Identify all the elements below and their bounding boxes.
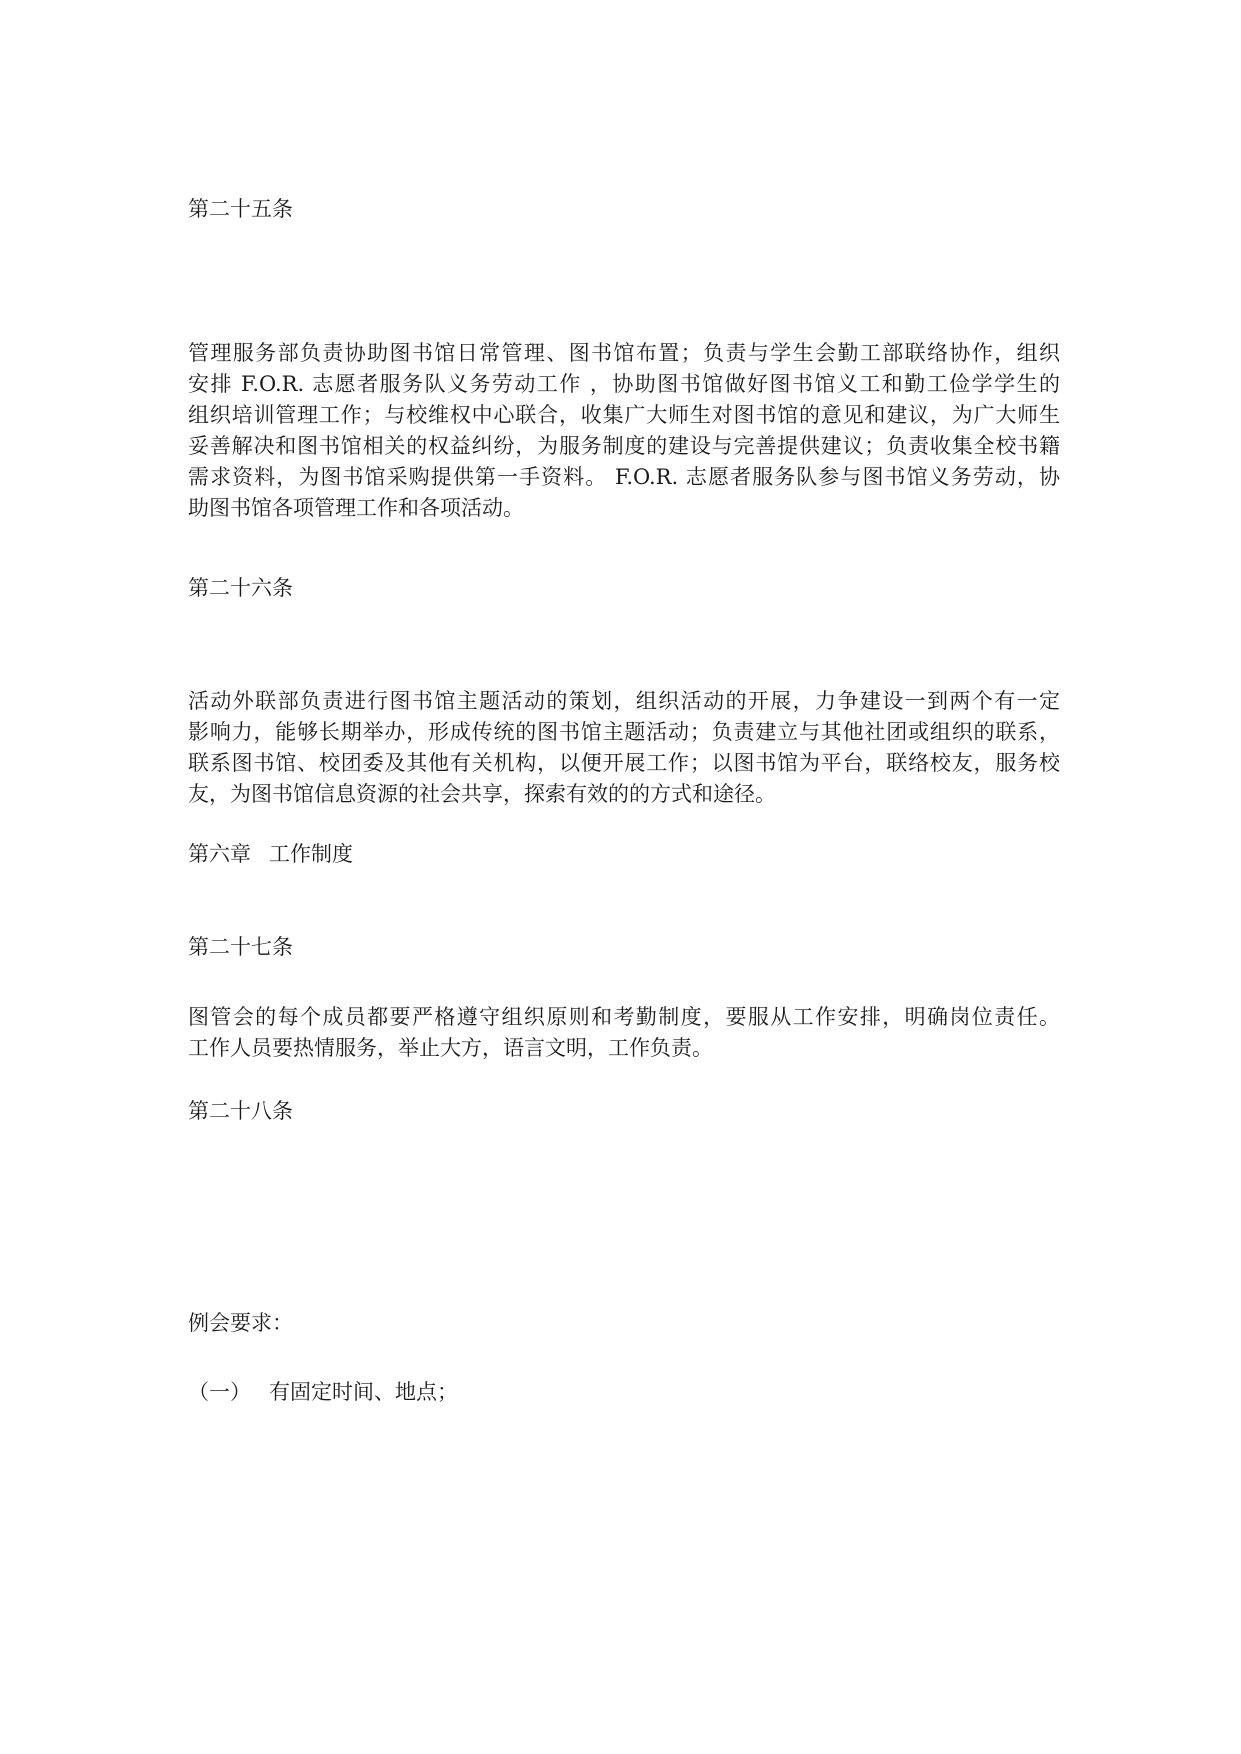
list-item-text: 有固定时间、地点； (269, 1380, 458, 1404)
chapter-6-heading (188, 839, 1060, 870)
article-25-line: 助图书馆各项管理工作和各项活动。 (188, 496, 524, 520)
article-25-heading: 第二十五条 (188, 197, 293, 221)
article-26-line: 影响力，能够长期举办，形成传统的图书馆主题活动；负责建立与其他社团或组织的联系， (188, 720, 1060, 744)
article-25-line: 管理服务部负责协助图书馆日常管理、图书馆布置；负责与学生会勤工部联络协作，组织 (188, 341, 1060, 365)
article-25-line: 安排 F.O.R. 志愿者服务队义务劳动工作 ，协助图书馆做好图书馆义工和勤工俭学学生的 (188, 372, 1060, 396)
list-item (188, 1377, 1060, 1408)
article-27-body (188, 1002, 1060, 1064)
article-25-line: 妥善解决和图书馆相关的权益纠纷，为服务制度的建设与完善提供建议；负责收集全校书籍 (188, 434, 1060, 458)
article-26-line: 联系图书馆、校团委及其他有关机构，以便开展工作；以图书馆为平台，联络校友，服务校 (188, 751, 1060, 775)
chapter-6-title: 工作制度 (269, 842, 353, 866)
article-27-line: 图管会的每个成员都要严格遵守组织原则和考勤制度，要服从工作安排，明确岗位责任。 (188, 1005, 1060, 1029)
article-27-heading: 第二十七条 (188, 935, 293, 959)
article-28-heading: 第二十八条 (188, 1099, 293, 1123)
article-25-line: 需求资料，为图书馆采购提供第一手资料。 F.O.R. 志愿者服务队参与图书馆义务劳动，协 (188, 465, 1060, 489)
chapter-6-label: 第六章 (188, 842, 251, 866)
article-25-body (188, 338, 1060, 524)
article-26-heading: 第二十六条 (188, 576, 293, 600)
article-26-line: 友，为图书馆信息资源的社会共享，探索有效的的方式和途径。 (188, 782, 776, 806)
article-26-body (188, 686, 1060, 810)
meeting-requirements: 例会要求： (188, 1311, 293, 1335)
article-26-line: 活动外联部负责进行图书馆主题活动的策划，组织活动的开展，力争建设一到两个有一定 (188, 689, 1060, 713)
article-25-line: 组织培训管理工作；与校维权中心联合，收集广大师生对图书馆的意见和建议，为广大师生 (188, 403, 1060, 427)
article-27-line: 工作人员要热情服务，举止大方，语言文明，工作负责。 (188, 1036, 713, 1060)
list-item-marker: （一） (188, 1380, 251, 1404)
